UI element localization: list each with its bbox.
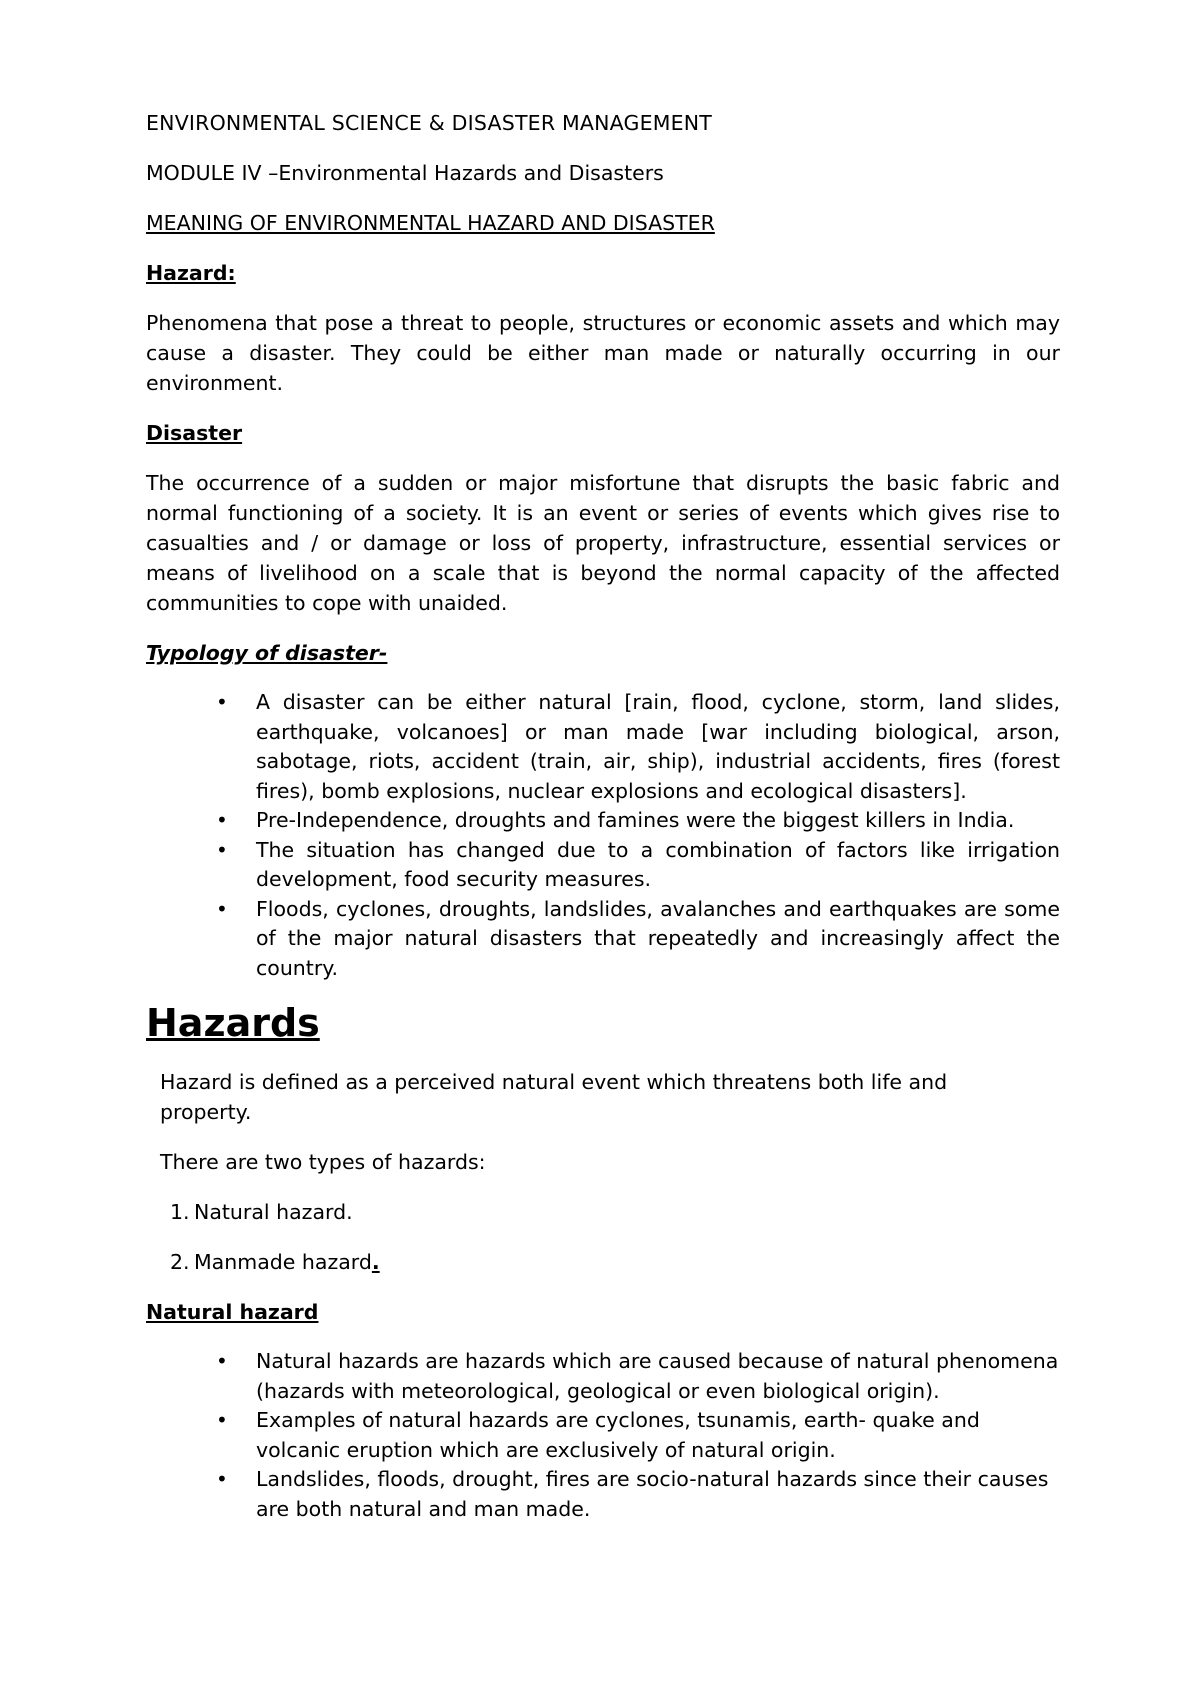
- list-item: [160, 1197, 1060, 1227]
- disaster-heading: Disaster: [146, 421, 243, 445]
- hazards-section-heading: Hazards: [146, 1001, 320, 1045]
- list-item-text: Landslides, floods, drought, fires are socio-natural hazards since their causes are both natural and man made.: [256, 1467, 1049, 1521]
- document-page: [146, 108, 1060, 1542]
- bullet-icon: •: [216, 1467, 228, 1491]
- list-item-text: Natural hazard.: [194, 1200, 353, 1224]
- list-item: [146, 1465, 1060, 1524]
- module-title: MODULE IV –Environmental Hazards and Disasters: [146, 161, 664, 185]
- typology-heading: Typology of disaster-: [146, 641, 388, 665]
- list-item: [146, 688, 1060, 806]
- list-item-text: Natural hazards are hazards which are caused because of natural phenomena (hazards with meteorological, geological or even biological origin).: [256, 1349, 1059, 1403]
- bullet-icon: •: [216, 690, 228, 714]
- bullet-icon: •: [216, 837, 228, 862]
- list-item-text: Pre-Independence, droughts and famines were the biggest killers in India.: [256, 808, 1015, 832]
- list-item: [146, 806, 1060, 836]
- list-item: [146, 1347, 1060, 1406]
- list-number: 1.: [170, 1200, 190, 1224]
- hazard-paragraph: Phenomena that pose a threat to people, structures or economic assets and which may cause a disaster. They could be either man made or naturally occurring in our environment.: [146, 311, 1060, 395]
- bullet-icon: •: [216, 808, 228, 832]
- natural-hazard-list: [146, 1347, 1060, 1524]
- document-title: ENVIRONMENTAL SCIENCE & DISASTER MANAGEMENT: [146, 111, 713, 135]
- list-item: [146, 895, 1060, 984]
- meaning-heading: MEANING OF ENVIRONMENTAL HAZARD AND DISASTER: [146, 211, 715, 235]
- list-item-text: Examples of natural hazards are cyclones, tsunamis, earth- quake and volcanic eruption which are exclusively of natural origin.: [256, 1408, 980, 1462]
- list-item: [160, 1247, 1060, 1277]
- list-number: 2.: [170, 1250, 190, 1274]
- bullet-icon: •: [216, 1349, 228, 1373]
- list-item: [146, 836, 1060, 895]
- hazard-heading: Hazard:: [146, 261, 236, 285]
- hazards-definition-block: [146, 1067, 1060, 1177]
- hazard-types-intro: There are two types of hazards:: [160, 1150, 486, 1174]
- hazard-types-list: [146, 1197, 1060, 1277]
- list-item-text: Manmade hazard: [194, 1250, 372, 1274]
- typology-list: [146, 688, 1060, 983]
- bullet-icon: •: [216, 1408, 228, 1432]
- list-item: [146, 1406, 1060, 1465]
- list-item-text: A disaster can be either natural [rain, flood, cyclone, storm, land slides, earthquake, volcanoes] or man made [war including biological, arson, sabotage, riots, accident (train, air, ship), industrial accidents, fires (forest fires), bomb explosions, nuclear explosions and ecological disasters].: [256, 690, 1060, 803]
- list-item-text: Floods, cyclones, droughts, landslides, avalanches and earthquakes are some of the major natural disasters that repeatedly and increasingly affect the country.: [256, 896, 1060, 980]
- list-item-text: The situation has changed due to a combination of factors like irrigation development, food security measures.: [256, 837, 1060, 891]
- disaster-paragraph: The occurrence of a sudden or major misfortune that disrupts the basic fabric and normal functioning of a society. It is an event or series of events which gives rise to casualties and / or damage or loss of property, infrastructure, essential services or means of livelihood on a scale that is beyond the normal capacity of the affected communities to cope with unaided.: [146, 471, 1060, 615]
- hazards-definition: Hazard is defined as a perceived natural event which threatens both life and property.: [160, 1070, 948, 1124]
- underlined-period: .: [371, 1250, 380, 1274]
- bullet-icon: •: [216, 896, 228, 921]
- natural-hazard-heading: Natural hazard: [146, 1300, 319, 1324]
